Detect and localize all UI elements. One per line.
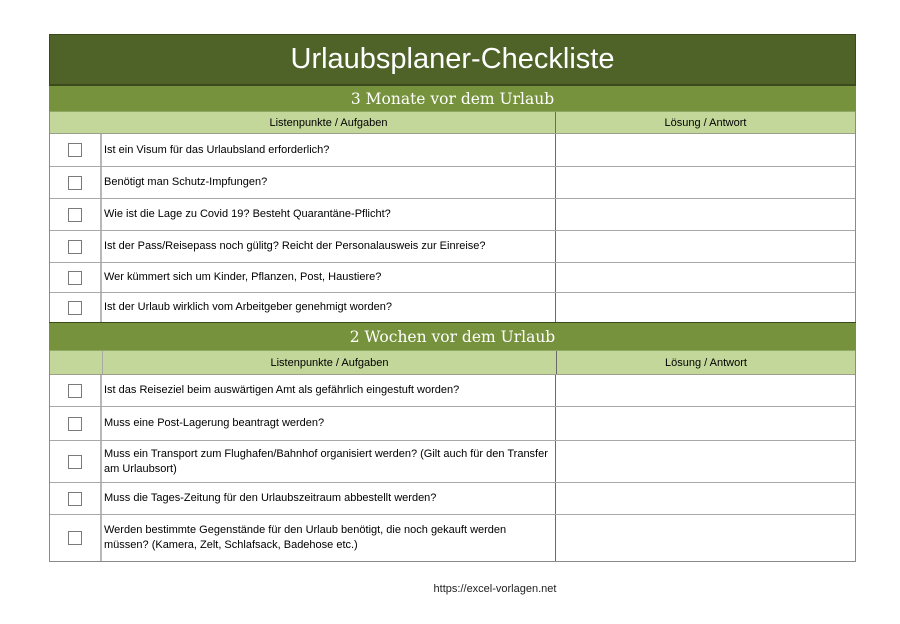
checklist-sheet (49, 34, 856, 562)
checklist-row (50, 441, 855, 483)
section-title: 2 Wochen vor dem Urlaub (349, 327, 556, 346)
task-text: Muss die Tages-Zeitung für den Urlaubszeitraum abbestellt werden? (104, 492, 437, 504)
column-header-answer: Lösung / Antwort (555, 112, 855, 133)
task-text: Wie ist die Lage zu Covid 19? Besteht Quarantäne-Pflicht? (104, 208, 391, 220)
task-text: Benötigt man Schutz-Impfungen? (104, 176, 268, 188)
answer-cell[interactable] (555, 167, 855, 198)
checkbox-cell (50, 231, 102, 262)
title-bar (49, 34, 856, 85)
checkbox[interactable] (68, 492, 82, 506)
checklist-row (50, 515, 855, 562)
checklist-row (50, 293, 855, 322)
checklist-row (50, 483, 855, 515)
task-text: Ist der Urlaub wirklich vom Arbeitgeber genehmigt worden? (104, 301, 392, 313)
checkbox[interactable] (68, 301, 82, 315)
task-text: Ist der Pass/Reisepass noch gülitg? Reicht der Personalausweis zur Einreise? (104, 240, 486, 252)
checklist-row (50, 231, 855, 263)
answer-cell[interactable] (555, 407, 855, 440)
checklist-row (50, 263, 855, 293)
checkbox-cell (50, 134, 102, 166)
checklist-row (50, 375, 855, 407)
answer-cell[interactable] (555, 375, 855, 406)
task-text: Werden bestimmte Gegenstände für den Urlaub benötigt, die noch gekauft werden müssen? (Kamera, Zelt, Schlafsack, Badehose etc.) (104, 524, 507, 551)
section-title: 3 Monate vor dem Urlaub (350, 89, 555, 108)
column-header-checkbox (50, 112, 102, 133)
checklist-row (50, 134, 855, 167)
task-text: Ist das Reiseziel beim auswärtigen Amt als gefährlich eingestuft worden? (104, 384, 460, 396)
checkbox-cell (50, 263, 102, 292)
checkbox[interactable] (68, 531, 82, 545)
checkbox-cell (50, 199, 102, 230)
task-text: Wer kümmert sich um Kinder, Pflanzen, Post, Haustiere? (104, 271, 382, 283)
checklist-row (50, 167, 855, 199)
section-heading-2-weeks (49, 322, 856, 350)
checkbox-cell (50, 515, 102, 561)
section-table-2-weeks (49, 350, 856, 562)
section-table-3-months (49, 111, 856, 322)
checklist-row (50, 199, 855, 231)
column-header-row (50, 350, 855, 375)
task-text: Ist ein Visum für das Urlaubsland erforderlich? (104, 143, 330, 156)
checkbox[interactable] (68, 455, 82, 469)
answer-cell[interactable] (555, 231, 855, 262)
checkbox[interactable] (68, 240, 82, 254)
column-header-answer: Lösung / Antwort (556, 351, 855, 374)
checkbox-cell (50, 483, 102, 514)
checkbox[interactable] (68, 176, 82, 190)
checkbox[interactable] (68, 143, 82, 157)
page-title: Urlaubsplaner-Checkliste (290, 43, 615, 75)
section-heading-3-months (49, 85, 856, 111)
answer-cell[interactable] (555, 515, 855, 561)
checkbox-cell (50, 293, 102, 322)
answer-cell[interactable] (555, 483, 855, 514)
answer-cell[interactable] (555, 134, 855, 166)
task-text: Muss eine Post-Lagerung beantragt werden? (104, 417, 325, 429)
answer-cell[interactable] (555, 199, 855, 230)
column-header-tasks: Listenpunkte / Aufgaben (269, 116, 388, 129)
checkbox[interactable] (68, 417, 82, 431)
answer-cell[interactable] (555, 293, 855, 322)
checkbox-cell (50, 407, 102, 440)
footer-url: https://excel-vorlagen.net (433, 583, 557, 595)
column-header-checkbox (50, 351, 103, 374)
checkbox[interactable] (68, 271, 82, 285)
answer-cell[interactable] (555, 263, 855, 292)
column-header-row (50, 111, 855, 134)
column-header-tasks: Listenpunkte / Aufgaben (270, 356, 389, 369)
checklist-row (50, 407, 855, 441)
checkbox-cell (50, 441, 102, 482)
checkbox[interactable] (68, 384, 82, 398)
task-text: Muss ein Transport zum Flughafen/Bahnhof organisiert werden? (Gilt auch für den Transfer am Urlaubsort) (104, 447, 548, 475)
checkbox[interactable] (68, 208, 82, 222)
checkbox-cell (50, 375, 102, 406)
answer-cell[interactable] (555, 441, 855, 482)
checkbox-cell (50, 167, 102, 198)
